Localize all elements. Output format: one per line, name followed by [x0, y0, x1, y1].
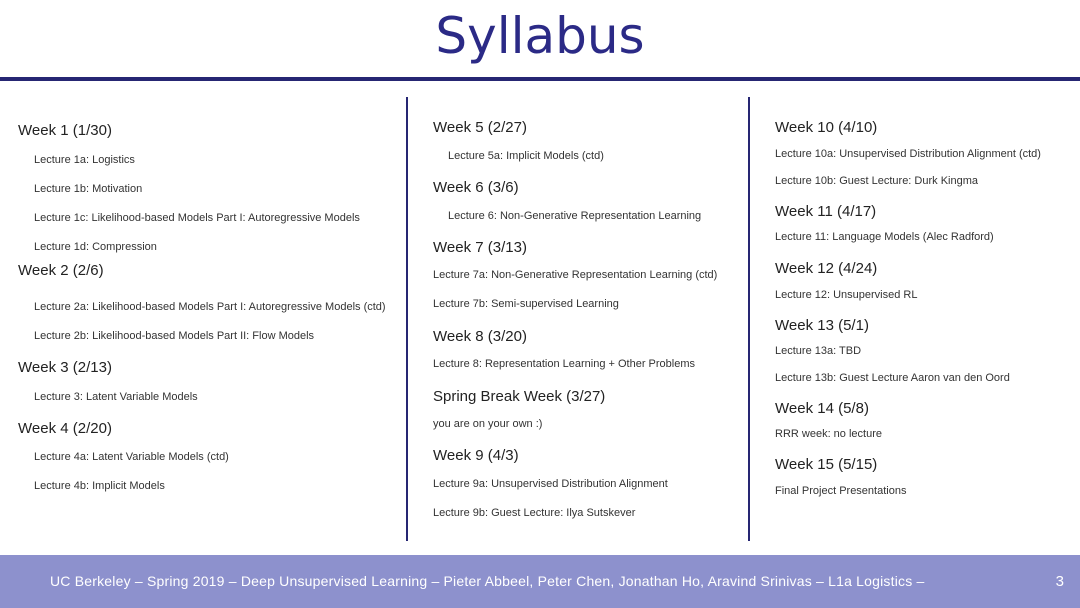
week-heading: Week 9 (4/3)	[433, 447, 519, 464]
lecture-item: Lecture 2b: Likelihood-based Models Part II: Flow Models	[34, 330, 315, 342]
lecture-item: Lecture 8: Representation Learning + Other Problems	[433, 358, 696, 370]
lecture-item: RRR week: no lecture	[775, 428, 882, 440]
week-heading: Week 11 (4/17)	[775, 203, 877, 220]
slide-title: Syllabus	[435, 7, 645, 65]
lecture-item: Lecture 6: Non-Generative Representation Learning	[448, 210, 702, 222]
footer-bar	[0, 555, 1080, 608]
week-heading: Week 4 (2/20)	[18, 420, 112, 437]
week-heading: Week 14 (5/8)	[775, 400, 869, 417]
lecture-item: Lecture 10a: Unsupervised Distribution Alignment (ctd)	[775, 148, 1041, 160]
lecture-item: Lecture 7a: Non-Generative Representation Learning (ctd)	[433, 269, 718, 281]
title-divider	[0, 77, 1080, 81]
lecture-item: Lecture 1d: Compression	[34, 241, 157, 253]
column-divider-right	[748, 97, 750, 541]
lecture-item: Lecture 13b: Guest Lecture Aaron van den Oord	[775, 372, 1010, 384]
lecture-item: Lecture 4a: Latent Variable Models (ctd)	[34, 451, 229, 463]
week-heading: Week 7 (3/13)	[433, 239, 527, 256]
lecture-item: Lecture 9a: Unsupervised Distribution Alignment	[433, 478, 668, 490]
week-heading: Week 10 (4/10)	[775, 119, 878, 136]
week-heading: Week 12 (4/24)	[775, 260, 878, 277]
page-number: 3	[1055, 573, 1064, 590]
lecture-item: Lecture 1a: Logistics	[34, 154, 135, 166]
lecture-item: Lecture 10b: Guest Lecture: Durk Kingma	[775, 175, 978, 187]
week-heading: Week 3 (2/13)	[18, 359, 112, 376]
week-heading: Week 15 (5/15)	[775, 456, 878, 473]
lecture-item: Lecture 13a: TBD	[775, 345, 862, 357]
week-heading: Spring Break Week (3/27)	[433, 388, 606, 405]
week-heading: Week 6 (3/6)	[433, 179, 519, 196]
week-heading: Week 13 (5/1)	[775, 317, 869, 334]
lecture-item: Lecture 5a: Implicit Models (ctd)	[448, 150, 604, 162]
lecture-item: Lecture 7b: Semi-supervised Learning	[433, 298, 619, 310]
week-heading: Week 8 (3/20)	[433, 328, 527, 345]
week-heading: Week 2 (2/6)	[18, 262, 104, 279]
lecture-item: Final Project Presentations	[775, 485, 907, 497]
lecture-item: Lecture 2a: Likelihood-based Models Part I: Autoregressive Models (ctd)	[34, 301, 386, 313]
week-heading: Week 1 (1/30)	[18, 122, 112, 139]
lecture-item: Lecture 3: Latent Variable Models	[34, 391, 198, 403]
lecture-item: you are on your own :)	[433, 418, 543, 430]
week-heading: Week 5 (2/27)	[433, 119, 527, 136]
lecture-item: Lecture 9b: Guest Lecture: Ilya Sutskever	[433, 507, 636, 519]
lecture-item: Lecture 1b: Motivation	[34, 183, 143, 195]
lecture-item: Lecture 4b: Implicit Models	[34, 480, 165, 492]
lecture-item: Lecture 11: Language Models (Alec Radford)	[775, 231, 994, 243]
lecture-item: Lecture 12: Unsupervised RL	[775, 289, 918, 301]
column-divider-left	[406, 97, 408, 541]
lecture-item: Lecture 1c: Likelihood-based Models Part I: Autoregressive Models	[34, 212, 360, 224]
footer-text: UC Berkeley – Spring 2019 – Deep Unsupervised Learning – Pieter Abbeel, Peter Chen, Jonathan Ho, Aravind Srinivas – L1a Logistics –	[50, 573, 925, 589]
